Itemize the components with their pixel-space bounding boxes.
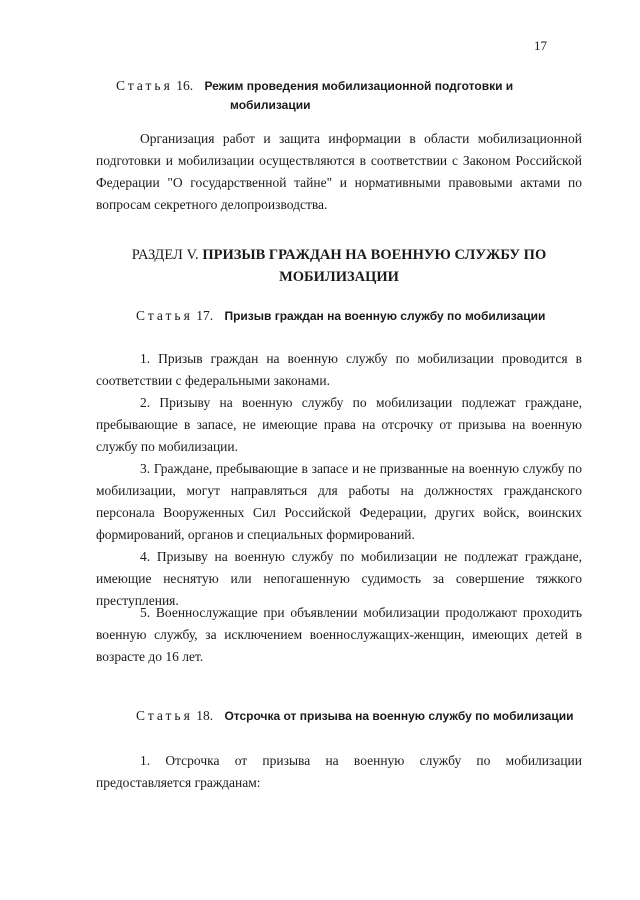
- section-title-line1: ПРИЗЫВ ГРАЖДАН НА ВОЕННУЮ СЛУЖБУ ПО: [202, 247, 547, 263]
- article-number: 16.: [176, 78, 194, 93]
- article-16-heading: [116, 76, 513, 96]
- page-number: 17: [534, 38, 547, 53]
- article-17-paragraph-2: 2. Призыву на военную службу по мобилизации подлежат граждане, пребывающие в запасе, не имеющие права на отсрочку от призыва на военную службу по мобилизации.: [96, 395, 582, 454]
- article-number: 18.: [196, 708, 214, 723]
- article-17-paragraph-5: 5. Военнослужащие при объявлении мобилизации продолжают проходить военную службу, за исключением военнослужащих-женщин, имеющих детей в возрасте до 16 лет.: [96, 605, 582, 664]
- article-label: Статья: [136, 308, 193, 323]
- article-17-heading: [136, 306, 545, 326]
- article-17-title: Призыв граждан на военную службу по мобилизации: [224, 309, 546, 323]
- article-number: 17.: [196, 308, 214, 323]
- section-title-line2: МОБИЛИЗАЦИИ: [279, 269, 399, 285]
- article-17-paragraph-1: 1. Призыв граждан на военную службу по мобилизации проводится в соответствии с федеральными законами.: [96, 351, 582, 388]
- article-label: Статья: [136, 708, 193, 723]
- article-17-paragraph-3: 3. Граждане, пребывающие в запасе и не призванные на военную службу по мобилизации, могут направляться для работы на должностях гражданского персонала Вооруженных Сил Российской Федерации, других войск, воинских формирований, органов и специальных формирований.: [96, 461, 582, 542]
- article-18-paragraph-1: 1. Отсрочка от призыва на военную службу по мобилизации предоставляется гражданам:: [96, 753, 582, 790]
- article-17-paragraph-4: 4. Призыву на военную службу по мобилизации не подлежат граждане, имеющие неснятую или непогашенную судимость за совершение тяжкого преступления.: [96, 549, 582, 608]
- article-18-title: Отсрочка от призыва на военную службу по мобилизации: [224, 709, 574, 723]
- article-16-title: Режим проведения мобилизационной подготовки и: [204, 79, 514, 93]
- article-18-heading: [136, 706, 573, 726]
- article-label: Статья: [116, 78, 173, 93]
- article-16-title-continuation: мобилизации: [230, 98, 311, 112]
- article-16-paragraph: Организация работ и защита информации в области мобилизационной подготовки и мобилизации осуществляются в соответствии с Законом Российской Федерации "О государственной тайне" и нормативными правовыми актами по вопросам секретного делопроизводства.: [96, 131, 582, 212]
- section-5-heading: [96, 244, 582, 288]
- section-prefix: РАЗДЕЛ V.: [131, 247, 199, 263]
